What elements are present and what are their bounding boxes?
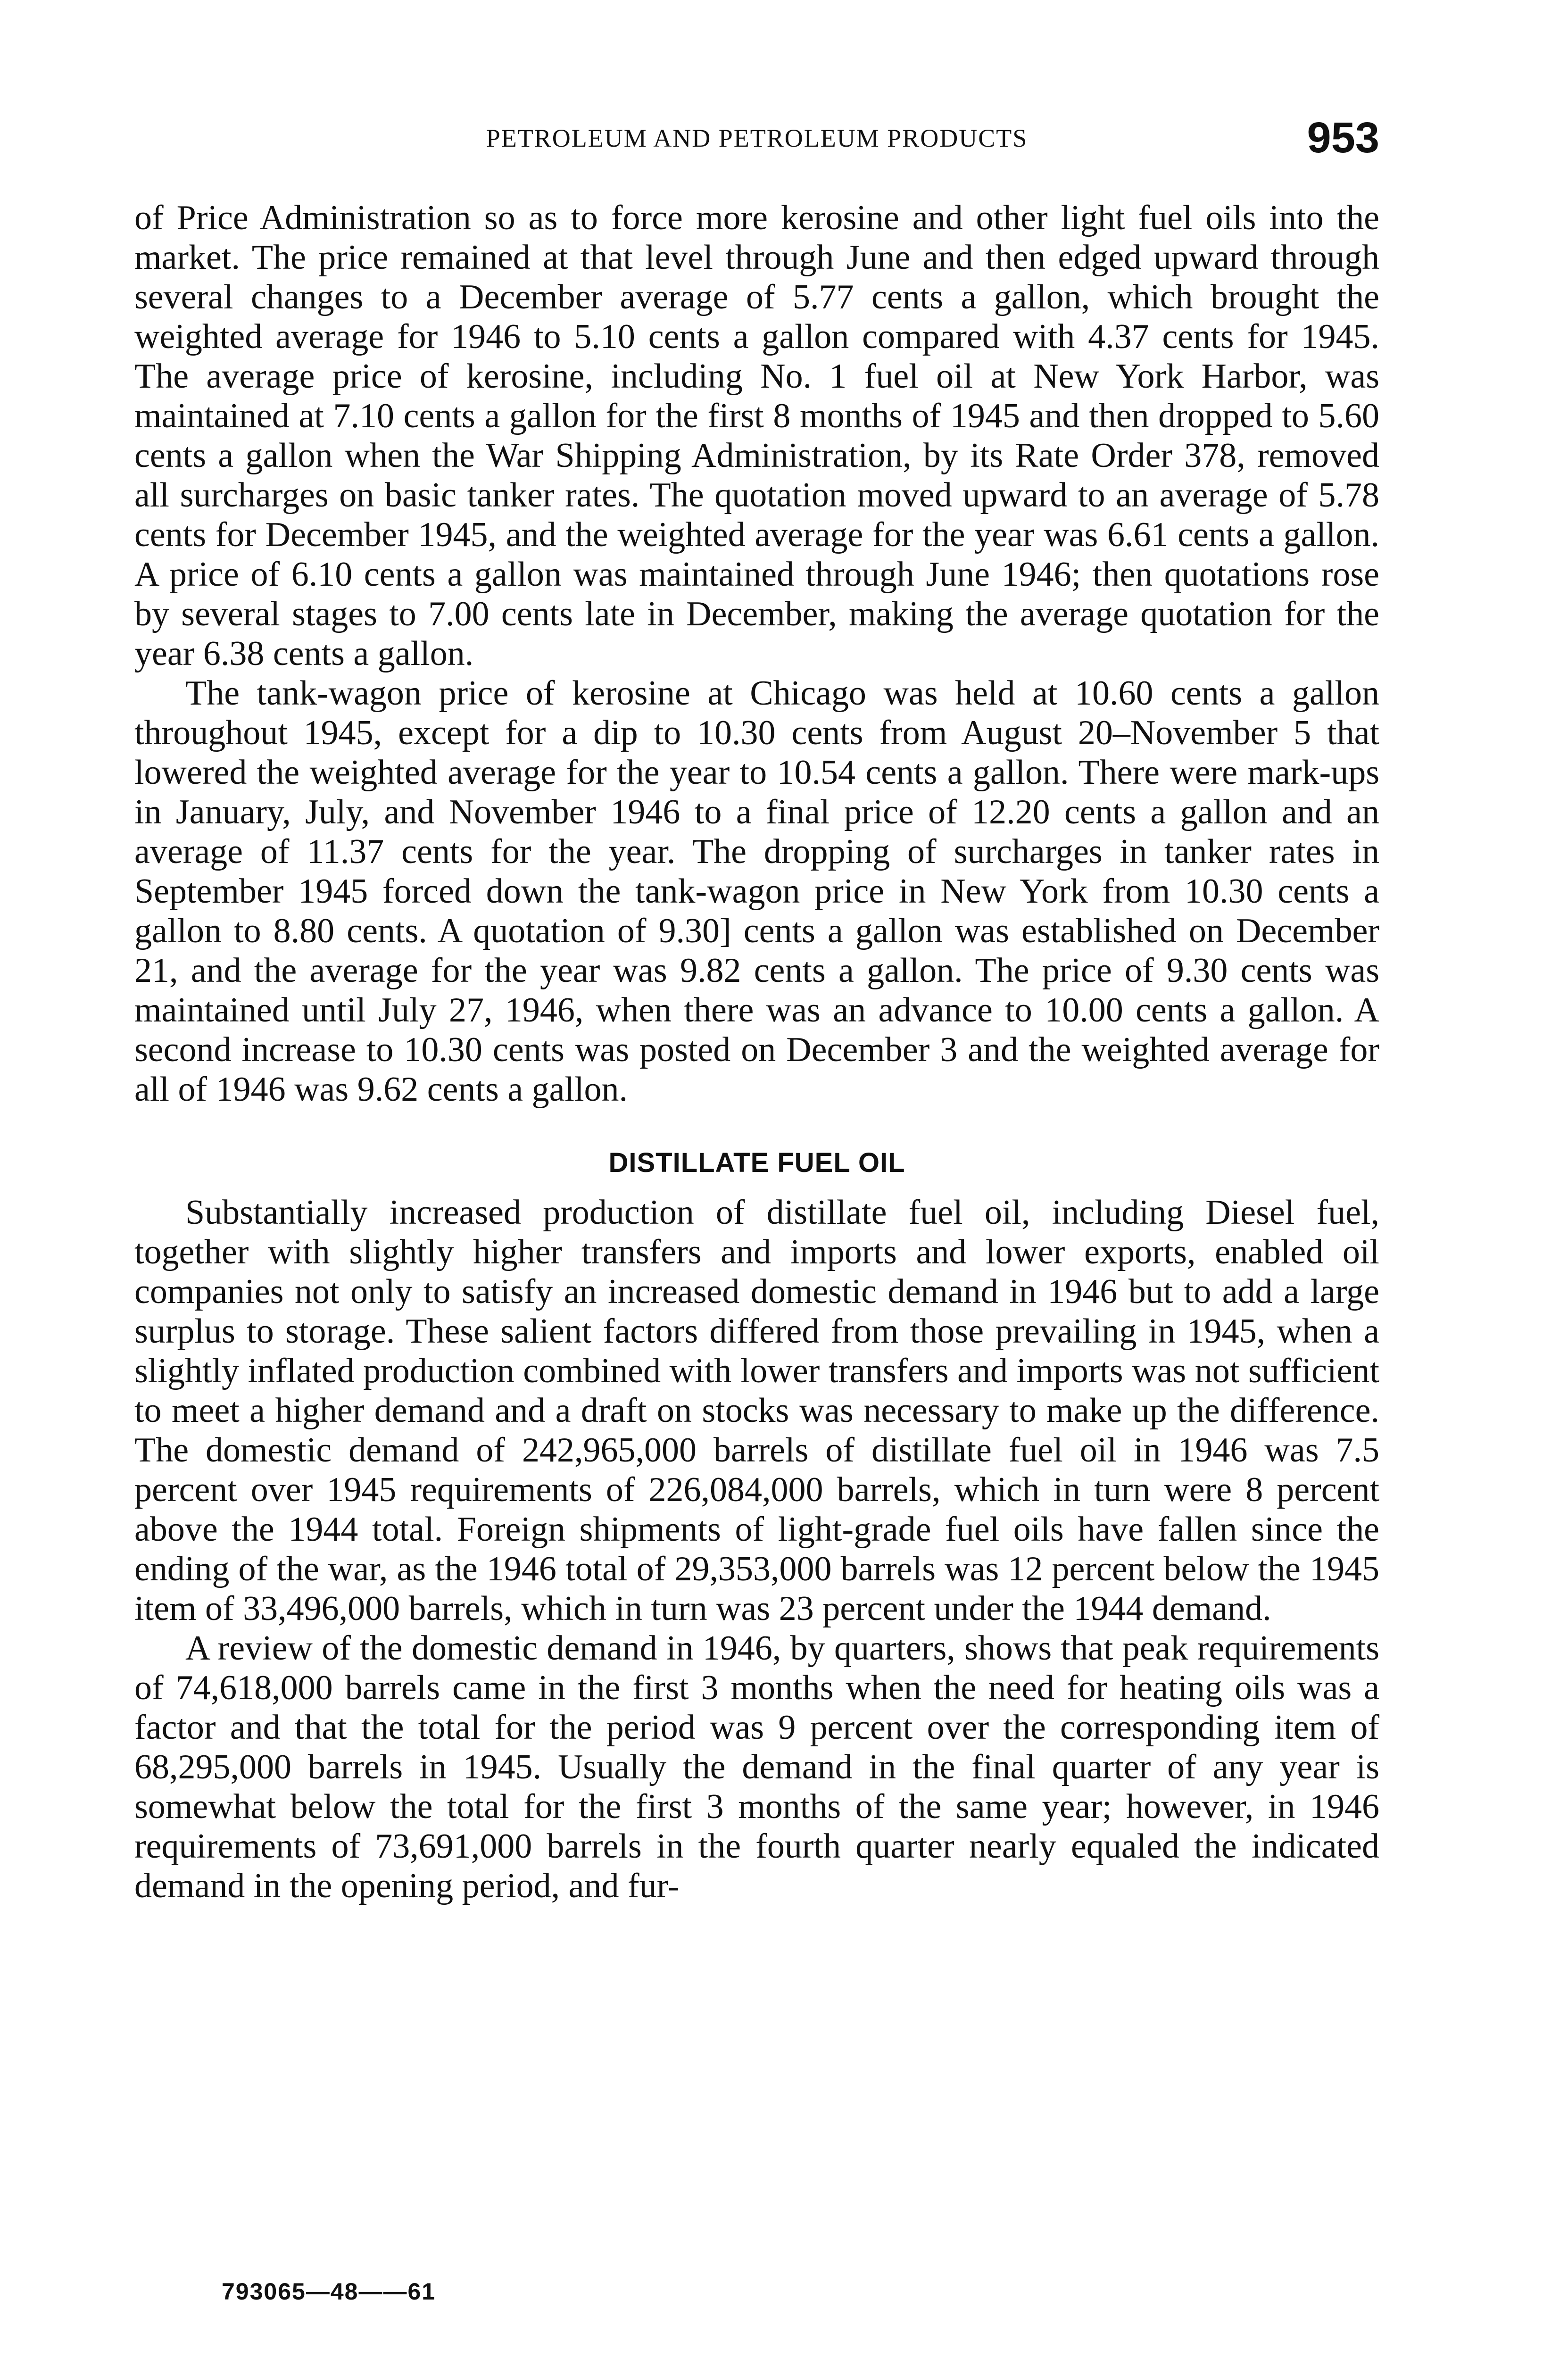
- print-code: 793065—48——61: [222, 2278, 436, 2305]
- paragraph-kerosine-prices-continued: of Price Administration so as to force more kerosine and other light fuel oils into the market. The price remained at that level through June and then edged upward through several changes to a December average of 5.77 cents a gallon, which brought the weighted average for 1946 to 5.10 cents a gallon compared with 4.37 cents for 1945. The average price of kerosine, including No. 1 fuel oil at New York Harbor, was maintained at 7.10 cents a gallon for the first 8 months of 1945 and then dropped to 5.60 cents a gallon when the War Shipping Administration, by its Rate Order 378, removed all surcharges on basic tanker rates. The quotation moved upward to an average of 5.78 cents for December 1945, and the weighted average for the year was 6.61 cents a gallon. A price of 6.10 cents a gallon was maintained through June 1946; then quotations rose by several stages to 7.00 cents late in December, making the average quotation for the year 6.38 cents a gallon.: [134, 199, 1379, 673]
- paragraph-distillate-overview: Substantially increased production of distillate fuel oil, including Diesel fuel, together with slightly higher transfers and imports and lower exports, enabled oil companies not only to satisfy an increased domestic demand in 1946 but to add a large surplus to storage. These salient factors differed from those prevailing in 1945, when a slightly inflated production combined with lower transfers and imports was not sufficient to meet a higher demand and a draft on stocks was necessary to make up the difference. The domestic demand of 242,965,000 barrels of distillate fuel oil in 1946 was 7.5 percent over 1945 requirements of 226,084,000 barrels, which in turn were 8 percent above the 1944 total. Foreign shipments of light-grade fuel oils have fallen since the ending of the war, as the 1946 total of 29,353,000 barrels was 12 percent below the 1945 item of 33,496,000 barrels, which in turn was 23 percent under the 1944 demand.: [134, 1193, 1379, 1628]
- body-text: [134, 198, 1379, 1906]
- paragraph-tank-wagon-prices: The tank-wagon price of kerosine at Chicago was held at 10.60 cents a gallon throughout 1945, except for a dip to 10.30 cents from August 20–November 5 that lowered the weighted average for the year to 10.54 cents a gallon. There were mark-ups in January, July, and November 1946 to a final price of 12.20 cents a gallon and an average of 11.37 cents for the year. The dropping of surcharges in tanker rates in September 1945 forced down the tank-wagon price in New York from 10.30 cents a gallon to 8.80 cents. A quotation of 9.30] cents a gallon was established on December 21, and the average for the year was 9.82 cents a gallon. The price of 9.30 cents was maintained until July 27, 1946, when there was an advance to 10.00 cents a gallon. A second increase to 10.30 cents was posted on December 3 and the weighted average for all of 1946 was 9.62 cents a gallon.: [134, 674, 1379, 1109]
- section-heading-distillate-fuel-oil: DISTILLATE FUEL OIL: [608, 1147, 905, 1178]
- page-header: [134, 113, 1379, 165]
- running-head: PETROLEUM AND PETROLEUM PRODUCTS: [486, 124, 1028, 152]
- page-number: 953: [1307, 114, 1379, 162]
- paragraph-quarterly-demand: A review of the domestic demand in 1946, by quarters, shows that peak requirements of 74,618,000 barrels came in the first 3 months when the need for heating oils was a factor and that the total for the period was 9 percent over the corresponding item of 68,295,000 barrels in 1945. Usually the demand in the final quarter of any year is somewhat below the total for the first 3 months of the same year; however, in 1946 requirements of 73,691,000 barrels in the fourth quarter nearly equaled the indicated demand in the opening period, and fur-: [134, 1629, 1379, 1905]
